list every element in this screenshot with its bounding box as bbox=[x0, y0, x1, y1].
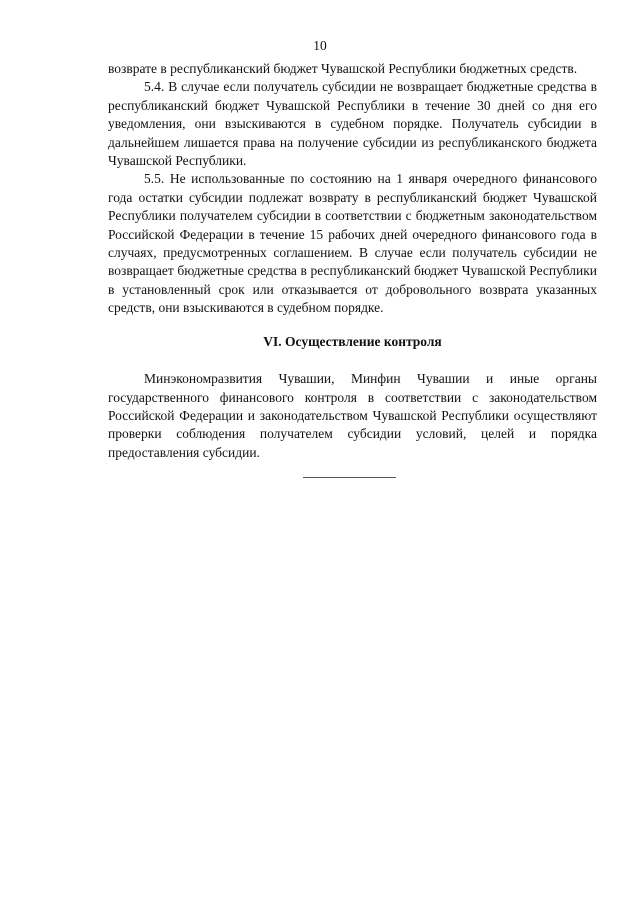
document-body bbox=[108, 60, 597, 462]
paragraph-continuation: возврате в республиканский бюджет Чувашской Республики бюджетных средств. bbox=[108, 61, 578, 76]
page-number: 10 bbox=[313, 38, 327, 53]
paragraph-5-4: 5.4. В случае если получатель субсидии не возвращает бюджетные средства в республиканский бюджет Чувашской Республики в течение 30 дней со дня его уведомления, они взыскиваются в судебном порядке. Получатель субсидии в дальнейшем лишается права на получение субсидии из республиканского бюджета Чувашской Республики. bbox=[108, 79, 597, 169]
paragraph-control-body: Минэкономразвития Чувашии, Минфин Чувашии и иные органы государственного финансового контроля в соответствии с законодательством Российской Федерации и законодательством Чувашской Республики осуществляют проверки соблюдения получателем субсидии условий, целей и порядка предоставления субсидии. bbox=[108, 371, 597, 460]
paragraph-5-5: 5.5. Не использованные по состоянию на 1 января очередного финансового года остатки субсидии подлежат возврату в республиканский бюджет Чувашской Республики получателем субсидии в соответствии с бюджетным законодательством Российской Федерации в течение 15 рабочих дней очередного финансового года в случаях, предусмотренных соглашением. В случае если получатель субсидии не возвращает бюджетные средства в республиканский бюджет Чувашской Республики в установленный срок или отказывается от добровольного возврата указанных средств, они взыскиваются в судебном порядке. bbox=[108, 171, 597, 316]
end-of-document-rule bbox=[303, 477, 396, 478]
section-heading-control: VI. Осуществление контроля bbox=[263, 333, 442, 349]
